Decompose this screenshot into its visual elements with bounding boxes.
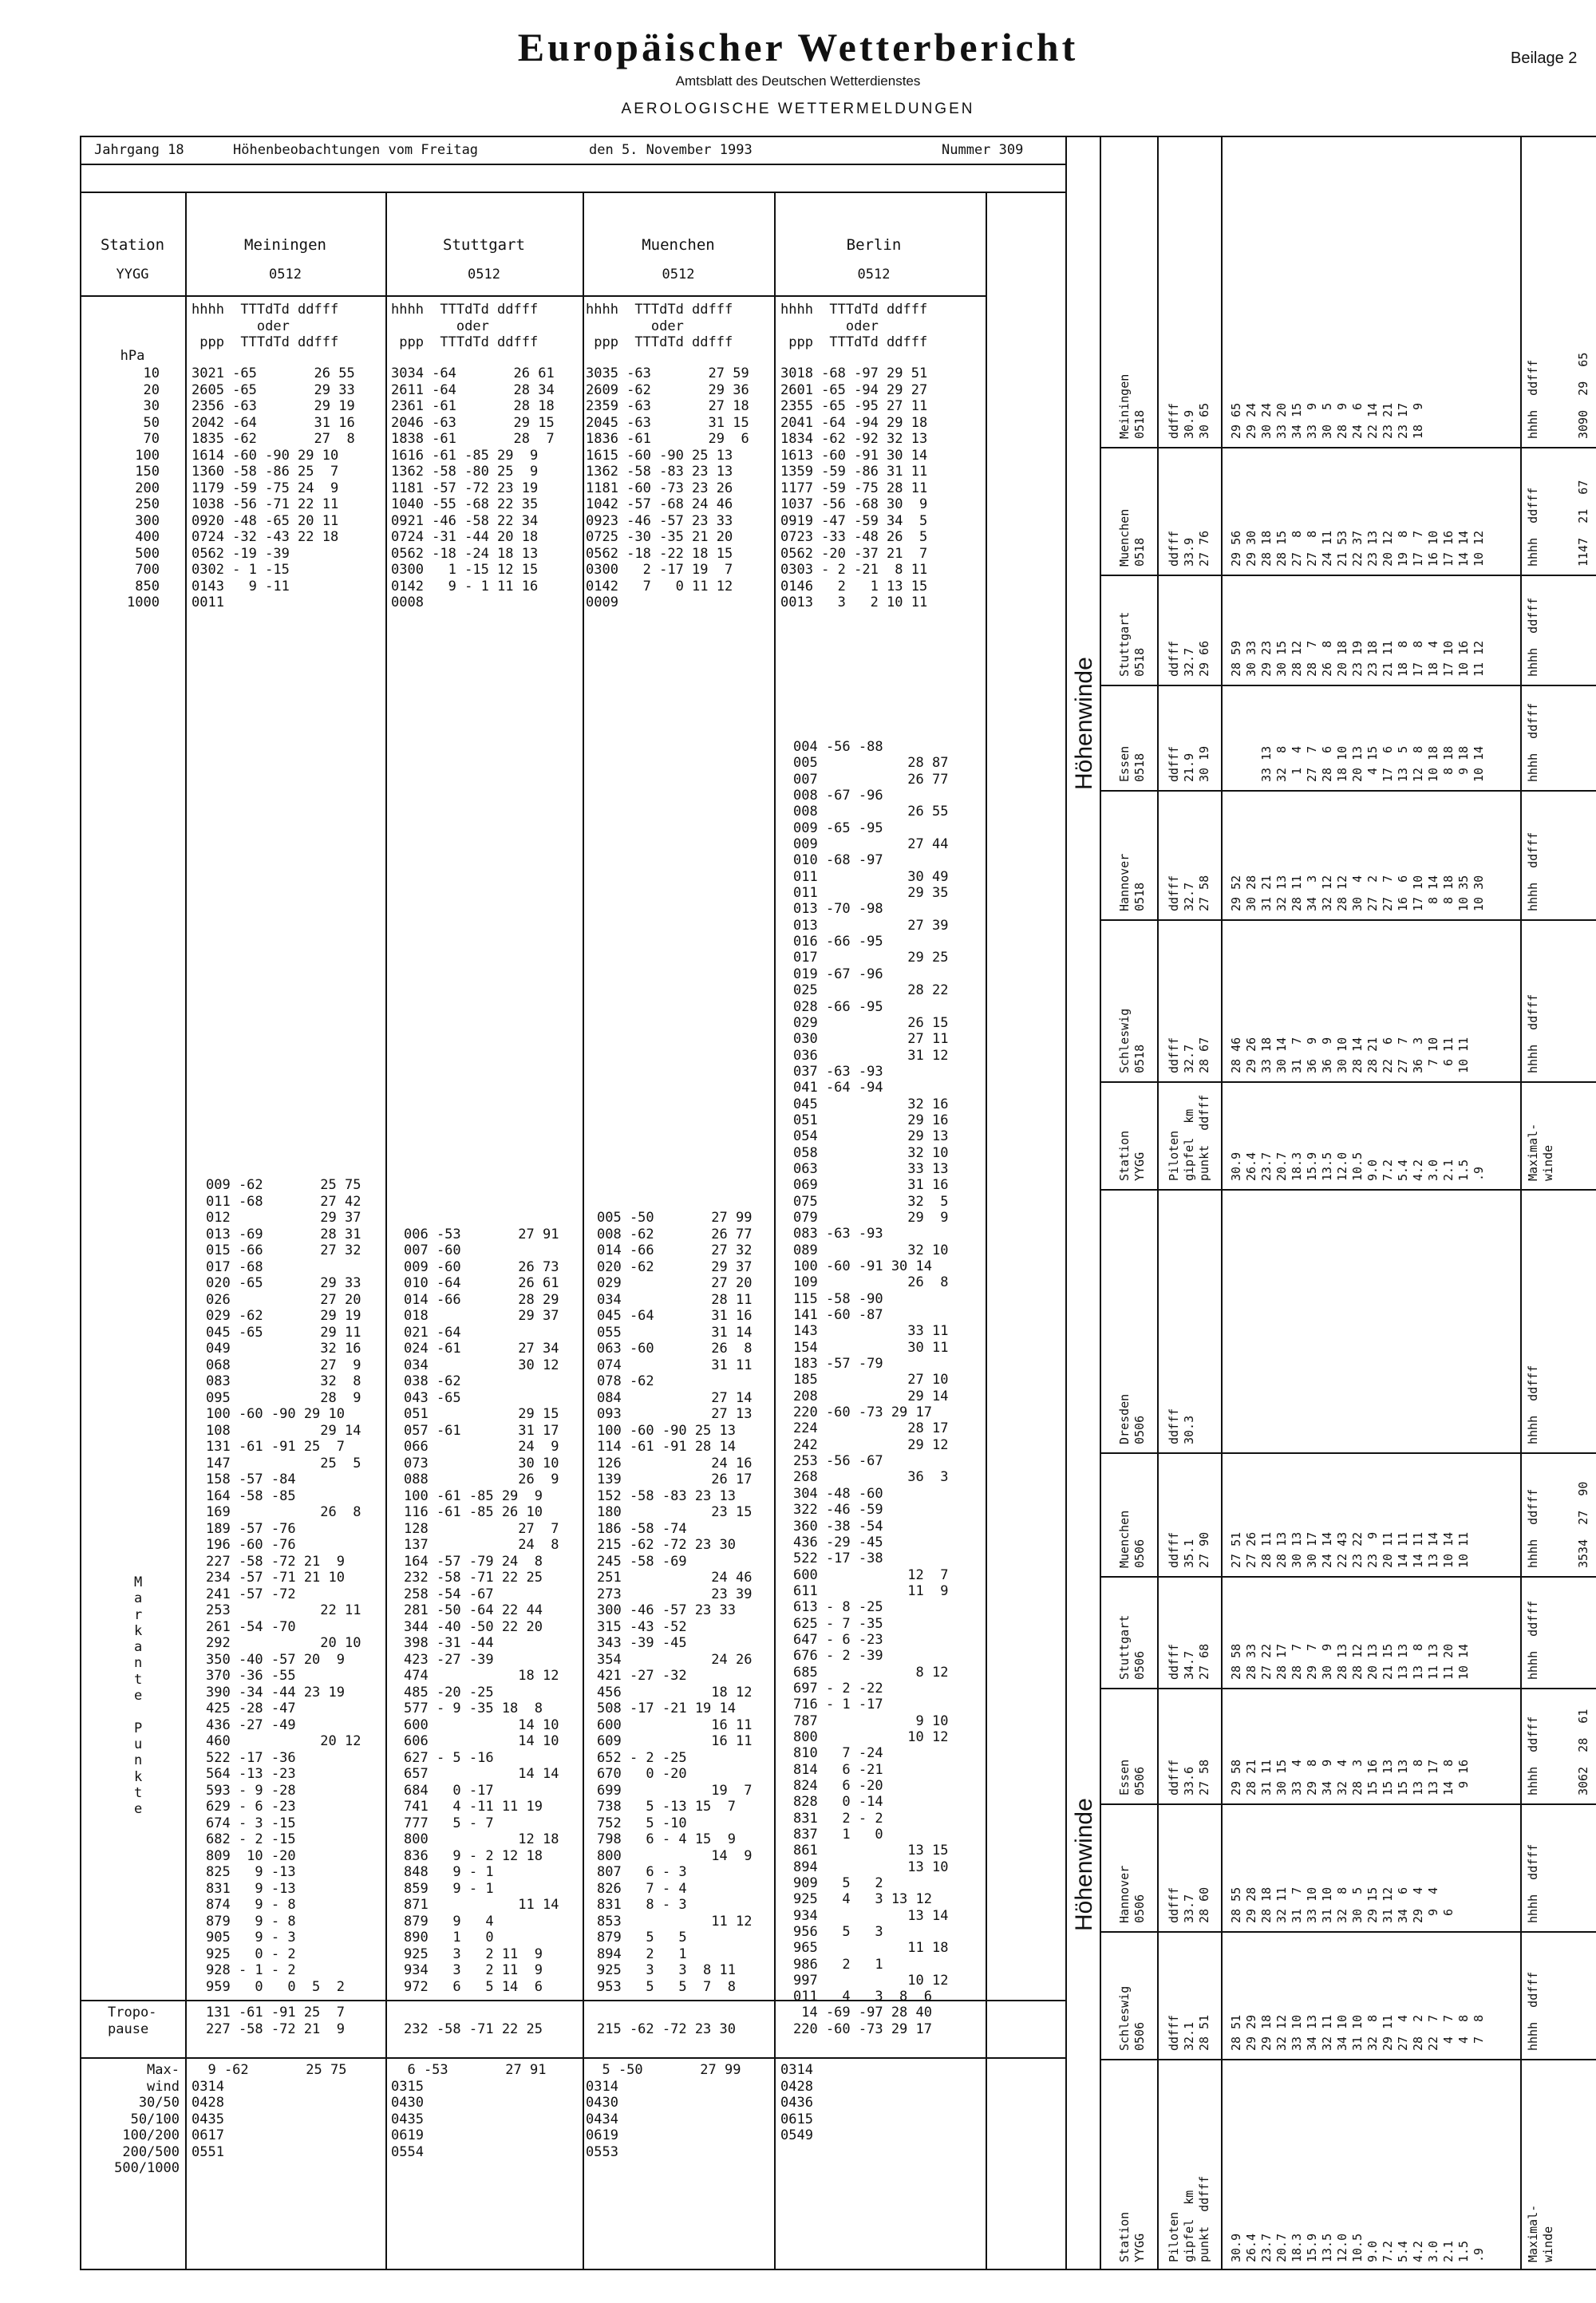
lower-hannover-name: Hannover 0506	[1117, 1865, 1147, 1923]
upper-muenchen-maxwind: 1147 21 67	[1576, 480, 1590, 567]
jahrgang-label: Jahrgang 18	[94, 142, 184, 158]
frame-top	[80, 136, 1596, 137]
hoehenwinde-title-lower: Höhenwinde	[1071, 1798, 1097, 1931]
station-header-top	[80, 192, 1065, 193]
lower-hannover-footer: hhhh ddfff	[1526, 1843, 1540, 1923]
lower-sep-5	[1100, 1576, 1596, 1578]
significant-points-muenchen: 005 -50 27 99 008 -62 26 77 014 -66 27 32 020 -62 29 37 029 27 20 034 28 11 045 -64 31 16 055 31 14 063 -60 26 8 074 31 11 078 -62 084 27 14 093 27 13 100 -60 -90 25 13 114 -61 -91 28 14 126 24 16 139 26 17 152 -58 -83 23 13 180 23 15 186 -58 -74 215 -62 -72 23 30 245 -58 -69 251 24 46 273 23 39 300 -46 -57 23 33 315 -43 -52 343 -39 -45 354 24 26 421 -27 -32 456 18 12 508 -17 -21 19 14 600 16 11 609 16 11 652 - 2 -25 670 0 -20 699 19 7 738 5 -13 15 7 752 5 -10 798 6 - 4 15 9 800 14 9 807 6 - 3 826 7 - 4 831 8 - 3 853 11 12 879 5 5 894 2 1 925 3 3 8 11 953 5 5 7 8	[597, 1210, 753, 1995]
label-col-divider	[185, 192, 187, 2270]
lower-sep-2	[1100, 1931, 1596, 1933]
lower-piloten-header: Piloten gipfel km punkt ddfff	[1167, 2175, 1211, 2262]
upper-hannover-values: 29 52 30 28 31 21 32 13 28 11 34 3 32 12 28 12 30 4 27 2 27 7 16 6 17 10 8 14 8 18 10 35 10 30	[1229, 875, 1486, 911]
page-subtitle: Amtsblatt des Deutschen Wetterdienstes	[675, 73, 921, 89]
upper-sep-6	[1100, 447, 1596, 448]
col-divider-2	[583, 192, 584, 2270]
upper-piloten-header: Piloten gipfel km punkt ddfff	[1167, 1094, 1211, 1181]
upper-schleswig-name: Schleswig 0518	[1117, 1008, 1147, 1073]
tropopause-stuttgart: 232 -58 -71 22 25	[404, 2021, 543, 2037]
upper-schleswig-footer: hhhh ddfff	[1526, 993, 1540, 1073]
upper-meiningen-maxwind: 3090 29 65	[1576, 352, 1590, 439]
hoehenwinde-title-upper: Höhenwinde	[1071, 657, 1097, 790]
lower-muenchen-footer: hhhh ddfff	[1526, 1488, 1540, 1568]
upper-essen-name: Essen 0518	[1117, 745, 1147, 782]
significant-points-meiningen: 009 -62 25 75 011 -68 27 42 012 29 37 013 -69 28 31 015 -66 27 32 017 -68 020 -65 29 33 026 27 20 029 -62 29 19 045 -65 29 11 049 32 16 068 27 9 083 32 8 095 28 9 100 -60 -90 29 10 108 29 14 131 -61 -91 25 7 147 25 5 158 -57 -84 164 -58 -85 169 26 8 189 -57 -76 196 -60 -76 227 -58 -72 21 9 234 -57 -71 21 10 241 -57 -72 253 22 11 261 -54 -70 292 20 10 350 -40 -57 20 9 370 -36 -55 390 -34 -44 23 19 425 -28 -47 436 -27 -49 460 20 12 522 -17 -36 564 -13 -23 593 - 9 -28 629 - 6 -23 674 - 3 -15 682 - 2 -15 809 10 -20 825 9 -13 831 9 -13 874 9 - 8 879 9 - 8 905 9 - 3 925 0 - 2 928 - 1 - 2 959 0 0 5 2	[206, 1177, 361, 1995]
column-header-stuttgart: hhhh TTTdTd ddfff oder ppp TTTdTd ddfff	[391, 302, 539, 350]
upper-sep-2	[1100, 919, 1596, 921]
lower-schleswig-values: 28 51 29 29 29 18 32 12 33 10 34 13 32 11 34 10 31 10 32 8 29 11 27 4 28 2 22 7 4 7 4 8 7 8	[1229, 2014, 1486, 2051]
maxwind-berlin: 0314 0428 0436 0615 0549	[780, 2062, 813, 2143]
frame-divider-right	[1520, 136, 1522, 2270]
standard-levels-meiningen: 3021 -65 26 55 2605 -65 29 33 2356 -63 29 19 2042 -64 31 16 1835 -62 27 8 1614 -60 -90 29 10 1360 -58 -86 25 7 1179 -59 -75 24 9 1038 -56 -71 22 11 0920 -48 -65 20 11 0724 -32 -43 22 18 0562 -19 -39 0302 - 1 -15 0143 9 -11 0011	[192, 365, 355, 610]
lower-heights: 30.9 26.4 23.7 20.7 18.3 15.9 13.5 12.0 10.5 9.0 7.2 5.4 4.2 3.0 2.1 1.5 .9	[1229, 2233, 1486, 2262]
upper-meiningen-footer: hhhh ddfff	[1526, 359, 1540, 439]
upper-stuttgart-head: ddfff 32.7 29 66	[1167, 640, 1211, 677]
station-name-muenchen: Muenchen	[642, 236, 715, 254]
lower-schleswig-name: Schleswig 0506	[1117, 1985, 1147, 2051]
upper-meiningen-name: Meiningen 0518	[1117, 373, 1147, 439]
standard-levels-stuttgart: 3034 -64 26 61 2611 -64 28 34 2361 -61 28 18 2046 -63 29 15 1838 -61 28 7 1616 -61 -85 29 9 1362 -58 -80 25 9 1181 -57 -72 23 19 1040 -55 -68 22 35 0921 -46 -58 22 34 0724 -31 -44 20 18 0562 -18 -24 18 13 0300 1 -15 12 15 0142 9 - 1 11 16 0008	[391, 365, 555, 610]
lower-sep-1	[1100, 2059, 1596, 2060]
upper-meiningen-values: 29 65 29 24 30 24 33 20 34 15 33 9 30 5 28 9 24 6 22 14 23 21 23 17 18 9	[1229, 402, 1425, 439]
lower-essen-head: ddfff 33.6 27 58	[1167, 1759, 1211, 1795]
yygg-label: YYGG	[116, 267, 149, 282]
col-divider-3	[774, 192, 776, 2270]
lower-essen-maxwind: 3062 28 61	[1576, 1708, 1590, 1795]
lower-essen-footer: hhhh ddfff	[1526, 1716, 1540, 1795]
lower-stuttgart-head: ddfff 34.7 27 68	[1167, 1643, 1211, 1680]
upper-essen-values: 33 13 32 8 1 4 27 7 28 6 18 10 20 13 4 15 17 6 13 5 12 8 10 18 8 18 9 18 10 14	[1259, 745, 1486, 782]
upper-muenchen-head: ddfff 33.9 27 76	[1167, 530, 1211, 567]
upper-hannover-head: ddfff 32.7 27 58	[1167, 875, 1211, 911]
lower-stuttgart-values: 28 58 28 33 27 22 28 17 28 7 29 7 30 9 28 13 28 12 20 13 21 15 13 13 13 8 11 13 11 20 10 14	[1229, 1643, 1471, 1680]
lower-essen-values: 29 58 28 21 31 11 30 15 33 4 29 8 34 9 32 4 28 3 15 16 15 13 15 13 13 8 13 17 14 8 9 16	[1229, 1759, 1471, 1795]
frame-divider-mid	[1100, 136, 1101, 2270]
station-name-stuttgart: Stuttgart	[443, 236, 525, 254]
upper-sep-1	[1100, 1081, 1596, 1083]
tropopause-label: Tropo- pause	[108, 2005, 157, 2037]
section-title: AEROLOGISCHE WETTERMELDUNGEN	[621, 101, 975, 117]
col-divider-1	[385, 192, 387, 2270]
lower-hannover-head: ddfff 33.7 28 60	[1167, 1886, 1211, 1923]
station-name-berlin: Berlin	[846, 236, 902, 254]
upper-sep-5	[1100, 575, 1596, 576]
station-name-meiningen: Meiningen	[244, 236, 326, 254]
maxwind-muenchen: 5 -50 27 99 0314 0430 0434 0619 0553	[586, 2062, 741, 2160]
page-title: Europäischer Wetterbericht	[517, 25, 1079, 69]
station-header-bottom	[80, 295, 986, 297]
upper-essen-head: ddfff 21.9 30 19	[1167, 745, 1211, 782]
upper-meiningen-head: ddfff 30.9 30 65	[1167, 402, 1211, 439]
tropopause-meiningen: 131 -61 -91 25 7 227 -58 -72 21 9	[206, 2005, 345, 2037]
hpa-label: hPa	[120, 348, 145, 364]
standard-levels-muenchen: 3035 -63 27 59 2609 -62 29 36 2359 -63 27 18 2045 -63 31 15 1836 -61 29 6 1615 -60 -90 25 13 1362 -58 -83 23 13 1181 -60 -73 23 26 1042 -57 -68 24 46 0923 -46 -57 23 33 0725 -30 -35 21 20 0562 -18 -22 18 15 0300 2 -17 19 7 0142 7 0 11 12 0009	[586, 365, 749, 610]
markante-punkte-label: M a r k a n t e P u n k t e	[134, 1574, 143, 1818]
upper-heights-col	[1221, 136, 1223, 1189]
station-label: Station	[100, 236, 165, 254]
upper-head-col	[1157, 136, 1159, 1189]
station-yygg-stuttgart: 0512	[468, 267, 500, 282]
beilage-label: Beilage 2	[1511, 49, 1578, 67]
lower-stuttgart-footer: hhhh ddfff	[1526, 1600, 1540, 1680]
significant-points-berlin: 004 -56 -88 005 28 87 007 26 77 008 -67 -96 008 26 55 009 -65 -95 009 27 44 010 -68 -97 011 30 49 011 29 35 013 -70 -98 013 27 39 016 -66 -95 017 29 25 019 -67 -96 025 28 22 028 -66 -95 029 26 15 030 27 11 036 31 12 037 -63 -93 041 -64 -94 045 32 16 051 29 16 054 29 13 058 32 10 063 33 13 069 31 16 075 32 5 079 29 9 083 -63 -93 089 32 10 100 -60 -91 30 14 109 26 8 115 -58 -90 141 -60 -87 143 33 11 154 30 11 183 -57 -79 185 27 10 208 29 14 220 -60 -73 29 17 224 28 17 242 29 12 253 -56 -67 268 36 3 304 -48 -60 322 -46 -59 360 -38 -54 436 -29 -45 522 -17 -38 600 12 7 611 11 9 613 - 8 -25 625 - 7 -35 647 - 6 -23 676 - 2 -39 685 8 12 697 - 2 -22 716 - 1 -17 787 9 10 800 10 12 810 7 -24 814 6 -21 824 6 -20 828 0 -14 831 2 - 2 837 1 0 861 13 15 894 13 10 909 5 2 925 4 3 13 12 934 13 14 956 5 3 965 11 18 986 2 1 997 10 12 011 4 3 8 6	[793, 739, 949, 2005]
maxwind-label: Max- wind 30/50 50/100 100/200 200/500 500/1000	[114, 2062, 180, 2176]
upper-hannover-footer: hhhh ddfff	[1526, 832, 1540, 911]
lower-sep-3	[1100, 1803, 1596, 1805]
col-divider-4	[986, 192, 987, 2270]
upper-muenchen-values: 29 56 29 30 28 18 28 15 27 8 27 8 24 11 21 53 22 37 23 13 20 12 19 8 17 7 16 10 17 16 14 14 10 12	[1229, 530, 1486, 567]
column-header-meiningen: hhhh TTTdTd ddfff oder ppp TTTdTd ddfff	[192, 302, 339, 350]
maxwind-divider	[80, 2057, 1065, 2059]
frame-divider-left	[1065, 136, 1067, 2270]
pressure-levels: 10 20 30 50 70 100 150 200 250 300 400 500 700 850 1000	[127, 365, 160, 610]
lower-muenchen-name: Muenchen 0506	[1117, 1510, 1147, 1568]
date-label: den 5. November 1993	[589, 142, 753, 158]
lower-muenchen-values: 27 51 27 26 28 11 28 13 30 13 30 17 24 14 22 43 23 22 23 9 20 11 14 11 14 11 13 14 10 14 10 11	[1229, 1531, 1471, 1568]
upper-heights: 30.9 26.4 23.7 20.7 18.3 15.9 13.5 12.0 10.5 9.0 7.2 5.4 4.2 3.0 2.1 1.5 .9	[1229, 1152, 1486, 1181]
nummer-label: Nummer 309	[942, 142, 1024, 158]
lower-dresden-footer: hhhh ddfff	[1526, 1365, 1540, 1444]
tropopause-muenchen: 215 -62 -72 23 30	[597, 2021, 736, 2037]
lower-sep-4	[1100, 1688, 1596, 1689]
station-yygg-meiningen: 0512	[269, 267, 302, 282]
lower-station-header: Station YYGG	[1117, 2211, 1147, 2262]
lower-essen-name: Essen 0506	[1117, 1759, 1147, 1795]
upper-sep-3	[1100, 790, 1596, 792]
station-yygg-berlin: 0512	[857, 267, 891, 282]
maxwind-meiningen: 9 -62 25 75 0314 0428 0435 0617 0551	[192, 2062, 347, 2160]
upper-stuttgart-footer: hhhh ddfff	[1526, 597, 1540, 677]
lower-schleswig-footer: hhhh ddfff	[1526, 1971, 1540, 2051]
upper-essen-footer: hhhh ddfff	[1526, 702, 1540, 782]
station-yygg-muenchen: 0512	[662, 267, 695, 282]
standard-levels-berlin: 3018 -68 -97 29 51 2601 -65 -94 29 27 2355 -65 -95 27 11 2041 -64 -94 29 18 1834 -62 -92 32 13 1613 -60 -91 30 14 1359 -59 -86 31 11 1177 -59 -75 28 11 1037 -56 -68 30 9 0919 -47 -59 34 5 0723 -33 -48 26 5 0562 -20 -37 21 7 0303 - 2 -21 8 11 0146 2 1 13 15 0013 3 2 10 11	[780, 365, 928, 610]
upper-hannover-name: Hannover 0518	[1117, 853, 1147, 911]
upper-schleswig-head: ddfff 32.7 28 67	[1167, 1037, 1211, 1073]
upper-muenchen-footer: hhhh ddfff	[1526, 487, 1540, 567]
frame-bottom	[80, 2269, 1596, 2270]
upper-schleswig-values: 28 46 29 26 33 18 30 14 31 7 36 9 36 9 30 10 28 14 28 21 22 6 27 7 36 3 7 10 6 11 10 11	[1229, 1037, 1471, 1073]
lower-stuttgart-name: Stuttgart 0506	[1117, 1614, 1147, 1680]
significant-points-stuttgart: 006 -53 27 91 007 -60 009 -60 26 73 010 -64 26 61 014 -66 28 29 018 29 37 021 -64 024 -61 27 34 034 30 12 038 -62 043 -65 051 29 15 057 -61 31 17 066 24 9 073 30 10 088 26 9 100 -61 -85 29 9 116 -61 -85 26 10 128 27 7 137 24 8 164 -57 -79 24 8 232 -58 -71 22 25 258 -54 -67 281 -50 -64 22 44 344 -40 -50 22 20 398 -31 -44 423 -27 -39 474 18 12 485 -20 -25 577 - 9 -35 18 8 600 14 10 606 14 10 627 - 5 -16 657 14 14 684 0 -17 741 4 -11 11 19 777 5 - 7 800 12 18 836 9 - 2 12 18 848 9 - 1 859 9 - 1 871 11 14 879 9 4 890 1 0 925 3 2 11 9 934 3 2 11 9 972 6 5 14 6	[404, 1226, 559, 1995]
infobar-underline	[80, 164, 1065, 165]
upper-stuttgart-name: Stuttgart 0518	[1117, 611, 1147, 677]
lower-dresden-name: Dresden 0506	[1117, 1393, 1147, 1444]
upper-muenchen-name: Muenchen 0518	[1117, 508, 1147, 567]
lower-muenchen-head: ddfff 35.1 27 90	[1167, 1531, 1211, 1568]
lower-hannover-values: 28 55 29 28 28 18 32 11 31 7 33 10 31 10 32 8 30 5 29 15 31 12 34 6 29 4 9 4 6	[1229, 1886, 1456, 1923]
lower-heights-col	[1221, 1189, 1223, 2270]
tropopause-berlin: 14 -69 -97 28 40 220 -60 -73 29 17	[793, 2005, 932, 2037]
upper-station-header: Station YYGG	[1117, 1130, 1147, 1181]
lower-sep-6	[1100, 1452, 1596, 1454]
column-header-muenchen: hhhh TTTdTd ddfff oder ppp TTTdTd ddfff	[586, 302, 733, 350]
lower-head-col	[1157, 1189, 1159, 2270]
upper-stuttgart-values: 28 59 30 33 29 23 30 15 28 12 28 7 26 8 20 18 23 19 23 18 21 11 18 8 17 8 18 4 17 10 10 16 11 12	[1229, 640, 1486, 677]
lower-dresden-head: ddfff 30.3	[1167, 1408, 1196, 1444]
hoehenwinde-divider	[1100, 1189, 1596, 1191]
lower-muenchen-maxwind: 3534 27 90	[1576, 1481, 1590, 1568]
lower-schleswig-head: ddfff 32.1 28 51	[1167, 2014, 1211, 2051]
lower-maximal-label: Maximal- winde	[1526, 2204, 1555, 2262]
maxwind-stuttgart: 6 -53 27 91 0315 0430 0435 0619 0554	[391, 2062, 547, 2160]
upper-sep-4	[1100, 685, 1596, 686]
upper-maximal-label: Maximal- winde	[1526, 1123, 1555, 1181]
observation-label: Höhenbeobachtungen vom Freitag	[233, 142, 479, 158]
column-header-berlin: hhhh TTTdTd ddfff oder ppp TTTdTd ddfff	[780, 302, 928, 350]
